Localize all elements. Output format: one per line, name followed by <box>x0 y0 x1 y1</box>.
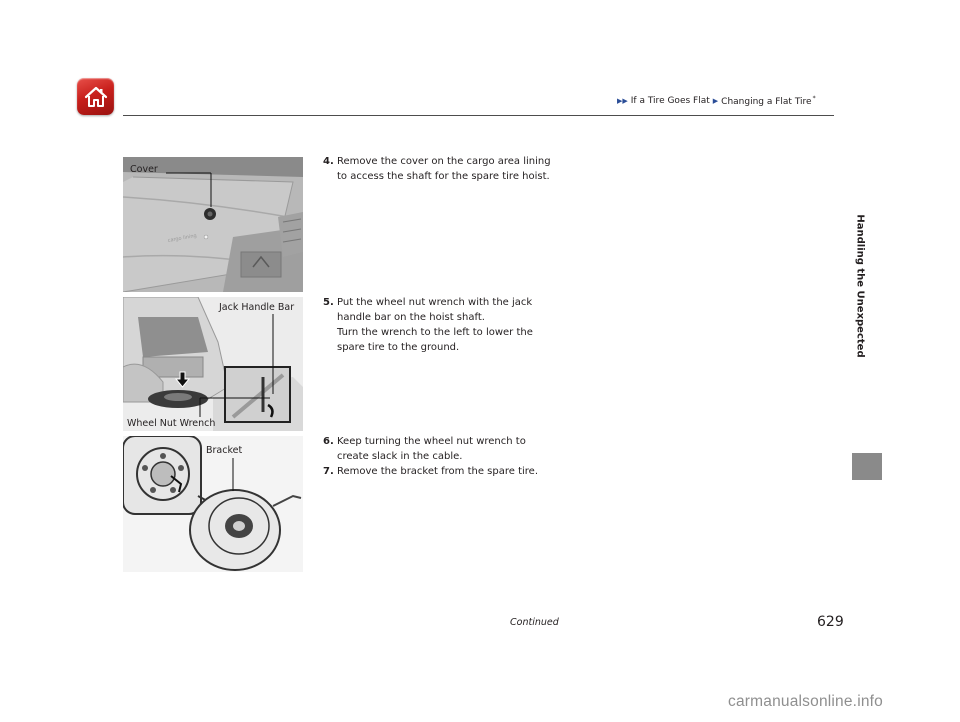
step-5 <box>323 295 568 355</box>
section-title-vertical: Handling the Unexpected <box>854 214 866 358</box>
spare-tire-bracket-illustration <box>123 436 303 572</box>
step-text-line: handle bar on the hoist shaft. <box>337 312 485 323</box>
breadcrumb-arrow-icon: ▶▶ <box>617 97 628 105</box>
step-text-line: Remove the bracket from the spare tire. <box>337 466 538 477</box>
home-button[interactable] <box>77 78 114 115</box>
continued-label: Continued <box>510 617 559 628</box>
step-4 <box>323 154 568 184</box>
step-text-line: Turn the wrench to the left to lower the <box>337 327 533 338</box>
callout-jack-handle-bar: Jack Handle Bar <box>219 302 295 313</box>
svg-text:cargo lining: cargo lining <box>167 232 198 244</box>
breadcrumb-current: Changing a Flat Tire* <box>721 95 816 107</box>
figure-bracket-tire <box>123 436 303 572</box>
step-text-line: create slack in the cable. <box>337 451 463 462</box>
cargo-area-illustration <box>123 157 303 292</box>
step-number: 4. <box>323 156 334 167</box>
breadcrumb-link-tire-flat[interactable]: If a Tire Goes Flat <box>630 96 710 106</box>
step-number: 5. <box>323 297 334 308</box>
step-text-line: Keep turning the wheel nut wrench to <box>337 436 526 447</box>
figure-cargo-cover <box>123 157 303 292</box>
callout-cover: Cover <box>130 164 158 175</box>
home-icon <box>83 85 109 109</box>
section-tab-marker <box>852 453 882 480</box>
step-text-line: Remove the cover on the cargo area lining <box>337 156 551 167</box>
header-rule <box>123 115 834 116</box>
step-number: 6. <box>323 436 334 447</box>
hoist-wrench-illustration <box>123 297 303 431</box>
step-number: 7. <box>323 466 334 477</box>
page-number: 629 <box>817 614 844 630</box>
step-6 <box>323 434 568 464</box>
breadcrumb-arrow-icon: ▶ <box>712 97 719 105</box>
callout-bracket: Bracket <box>206 445 243 456</box>
step-text-line: to access the shaft for the spare tire hoist. <box>337 171 550 182</box>
step-text-line: spare tire to the ground. <box>337 342 460 353</box>
breadcrumb <box>617 95 816 107</box>
watermark: carmanualsonline.info <box>728 693 883 710</box>
callout-wheel-nut-wrench: Wheel Nut Wrench <box>127 418 216 429</box>
step-text-line: Put the wheel nut wrench with the jack <box>337 297 533 308</box>
step-7 <box>323 464 568 479</box>
figure-wrench-hoist <box>123 297 303 431</box>
